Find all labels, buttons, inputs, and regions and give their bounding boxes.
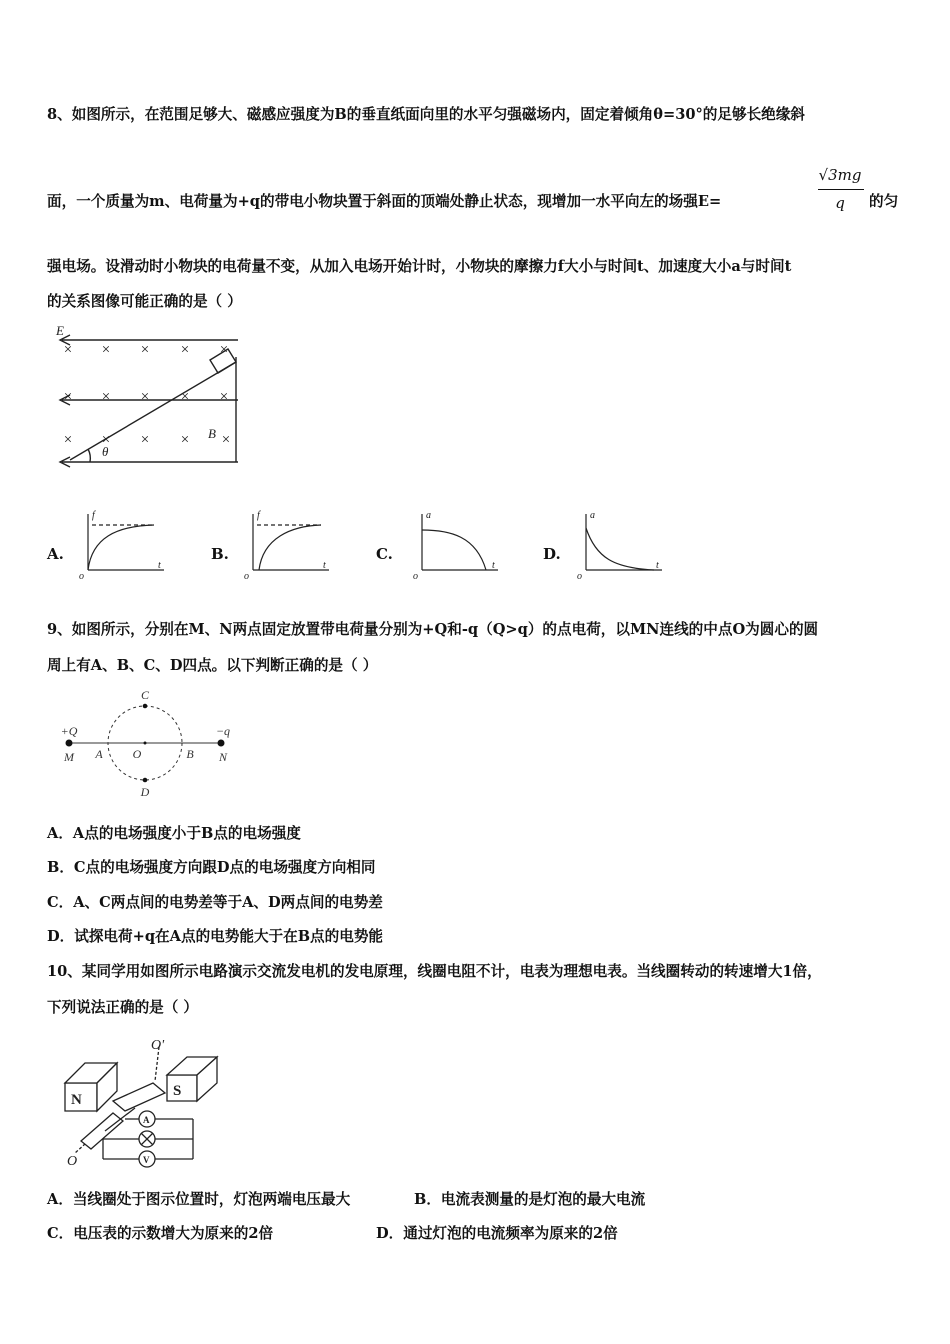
q8-cross: × [219,389,229,405]
q8-label-theta: θ [102,444,109,459]
q8-option-C-graph[interactable] [410,508,502,580]
q10-ammeter-A: A [143,1115,150,1125]
q9-text-line2: 周上有A、B、C、D四点。以下判断正确的是（ ） [47,657,378,674]
q9-text-line1: 9、如图所示，分别在M、N两点固定放置带电荷量分别为+Q和-q（Q>q）的点电荷，以MN连线的中点O为圆心的圆 [47,621,819,638]
q8-fraction-numerator: √3mg [818,166,862,184]
q8-option-C-label[interactable]: C. [376,545,393,563]
q8-text-line4: 的关系图像可能正确的是（ ） [47,293,242,310]
q9-label-C: C [140,688,150,702]
q8-fraction-bar [818,189,864,190]
q8-optA-xlabel: t [158,560,161,571]
q10-generator-figure [55,1035,230,1170]
q9-option-C[interactable]: C．A、C两点间的电势差等于A、D两点间的电势差 [47,894,383,911]
q10-option-A[interactable]: A．当线圈处于图示位置时，灯泡两端电压最大 [47,1191,351,1208]
q9-option-B[interactable]: B．C点的电场强度方向跟D点的电场强度方向相同 [47,859,376,876]
q8-cross: × [180,432,190,448]
q9-label-A: A [95,747,103,761]
q8-text-line1: 8、如图所示，在范围足够大、磁感应强度为B的垂直纸面向里的水平匀强磁场内，固定着倾角θ=30°的足够长绝缘斜 [47,106,805,123]
q8-text-line2-end: 的匀 [869,193,899,210]
q8-optC-ylabel: a [426,510,431,521]
q9-charges-figure [55,685,240,800]
q8-fraction-denominator: q [835,194,845,212]
q10-option-B[interactable]: B．电流表测量的是灯泡的最大电流 [414,1191,646,1208]
q8-option-D-graph[interactable] [574,508,666,580]
q10-label-N: N [71,1092,82,1108]
q8-optD-origin: o [577,571,582,580]
q10-label-S: S [173,1083,182,1099]
q8-option-B-graph[interactable] [241,508,333,580]
q8-optD-ylabel: a [590,510,595,521]
q8-option-D-label[interactable]: D. [543,545,561,563]
q8-cross: × [63,432,73,448]
q9-label-M: M [64,750,74,764]
q9-label-N: N [218,750,228,764]
q8-incline-figure [50,322,245,472]
q8-cross: × [140,342,150,358]
q9-label-B: B [186,747,194,761]
q10-voltmeter-V: V [143,1155,150,1165]
q8-optC-xlabel: t [492,560,495,571]
q9-label-minusq: −q [215,724,231,738]
q8-cross: × [101,342,111,358]
q10-option-C[interactable]: C．电压表的示数增大为原来的2倍 [47,1225,274,1242]
q10-label-O: O [67,1154,78,1169]
q10-text-line1: 10、某同学用如图所示电路演示交流发电机的发电原理，线圈电阻不计，电表为理想电表。当线圈转动的转速增大1倍， [47,963,822,980]
q8-optA-ylabel: f [92,510,95,521]
q8-cross: × [101,389,111,405]
q8-label-E: E [56,323,64,338]
q10-text-line2: 下列说法正确的是（ ） [47,999,199,1016]
q8-option-A-label[interactable]: A. [47,545,64,563]
q8-cross: × [140,432,150,448]
q8-cross: × [63,389,73,405]
q8-cross: × [140,389,150,405]
q10-option-D[interactable]: D．通过灯泡的电流频率为原来的2倍 [376,1225,618,1242]
q8-cross: × [219,342,229,358]
q8-cross: × [221,432,231,448]
q8-optD-xlabel: t [656,560,659,571]
q9-label-O: O [132,747,142,761]
q9-label-D: D [140,785,150,799]
q8-optB-xlabel: t [323,560,326,571]
q8-optA-origin: o [79,571,84,580]
q8-optB-origin: o [244,571,249,580]
q8-option-B-label[interactable]: B. [211,545,229,563]
q8-cross: × [101,432,111,448]
q10-label-O-prime: O' [151,1038,165,1053]
q8-text-line3: 强电场。设滑动时小物块的电荷量不变，从加入电场开始计时，小物块的摩擦力f大小与时间t、加速度大小a与时间t [47,258,792,275]
q8-text-line2: 面，一个质量为m、电荷量为+q的带电小物块置于斜面的顶端处静止状态，现增加一水平向左的场强E= [47,193,722,210]
q9-option-D[interactable]: D．试探电荷+q在A点的电势能大于在B点的电势能 [47,928,384,945]
q8-optB-ylabel: f [257,510,260,521]
q8-cross: × [63,342,73,358]
q8-label-B: B [208,426,216,441]
q9-option-A[interactable]: A．A点的电场强度小于B点的电场强度 [47,825,301,842]
q8-cross: × [180,389,190,405]
q8-optC-origin: o [413,571,418,580]
q8-cross: × [180,342,190,358]
q8-option-A-graph[interactable] [76,508,168,580]
q9-label-plusQ: +Q [60,724,78,738]
